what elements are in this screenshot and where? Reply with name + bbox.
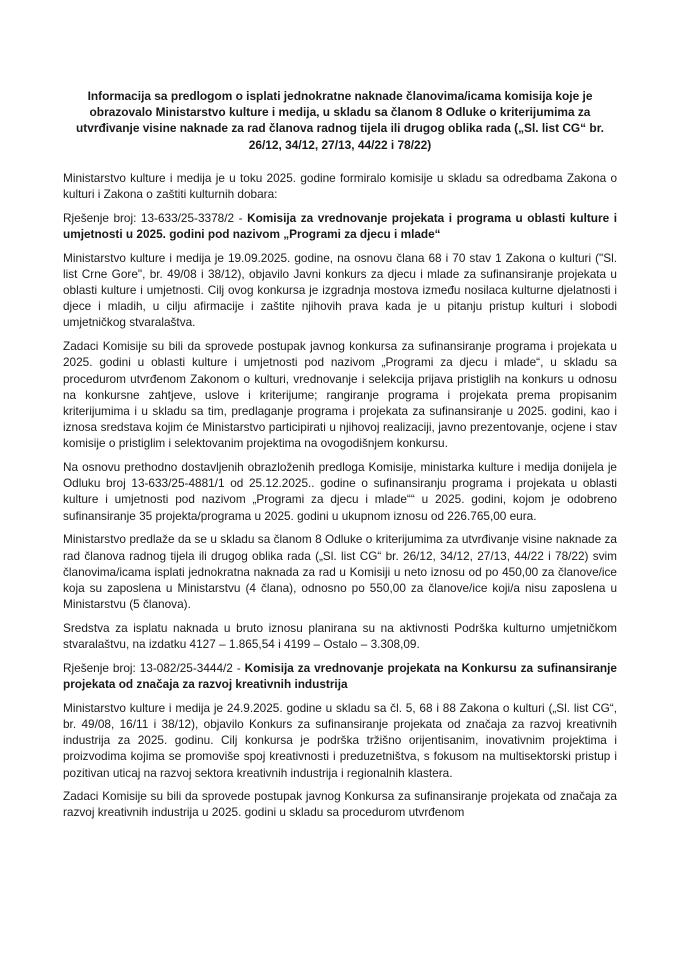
document-title: Informacija sa predlogom o isplati jednokratne naknade članovima/icama komisija koje je obrazovalo Ministarstvo kulture i medija, u skladu sa članom 8 Odluke o kriterijumima za utvrđivanje visine naknade za rad članova radnog tijela ili drugog oblika rada („Sl. list CG“ br. 26/12, 34/12, 27/13, 44/22 i 78/22) [76, 89, 604, 152]
commission-2-heading [63, 660, 617, 692]
paragraph: Ministarstvo predlaže da se u skladu sa članom 8 Odluke o kriterijumima za utvrđivanje visine naknade za rad članova radnog tijela ili drugog oblika rada („Sl. list CG“ br. 26/12, 34/12, 27/13, 44/22 i 78/22) svim članovima/icama isplati jednokratna naknada za rad u Komisiji u neto iznosu od po 450,00 za članove/ice koja su zaposlena u Ministarstvu (4 člana), odnosno po 550,00 za članove/ice koji/a nisu zaposlena u Ministarstvu (5 članova). [63, 532, 617, 612]
commission-1-heading [63, 210, 617, 242]
paragraph: Zadaci Komisije su bili da sprovede postupak javnog Konkursa za sufinansiranje projekata od značaja za razvoj kreativnih industrija u 2025. godini u skladu sa procedurom utvrđenom [63, 789, 617, 820]
paragraph: Na osnovu prethodno dostavljenih obrazloženih predloga Komisije, ministarka kulture i medija donijela je Odluku broj 13-633/25-4881/1 od 25.12.2025.. godine o sufinansiranju programa i projekata u oblasti kulture i umjetnosti pod nazivom „Programi za djecu i mlade““ u 2025. godini, kojom je odobreno sufinansiranje 35 projekta/programa u 2025. godini u ukupnom iznosu od 226.765,00 eura. [63, 460, 617, 523]
paragraph: Sredstva za isplatu naknada u bruto iznosu planirana su na aktivnosti Podrška kulturno umjetničkom stvaralaštvu, na izdatku 4127 – 1.865,54 i 4199 – Ostalo – 3.308,09. [63, 620, 617, 652]
commission-name: Komisija za vrednovanje projekata i programa u oblasti kulture i umjetnosti u 2025. godini pod nazivom „Programi za djecu i mlade“ [63, 210, 617, 241]
paragraph: Ministarstvo kulture i medija je 19.09.2025. godine, na osnovu člana 68 i 70 stav 1 Zakona o kulturi ("Sl. list Crne Gore", br. 49/08 i 38/12), objavilo Javni konkurs za djecu i mlade za sufinansiranje projekata u oblasti kulture i umjetnosti. Cilj ovog konkursa je izgradnja mostova između nosilaca kulturne djelatnosti i djece i mladih, u cilju afirmacije i zaštite njihovih prava kada je u pitanju pristup kulturi i slobodi umjetničkog stvaralaštva. [63, 250, 617, 330]
decision-number: Rješenje broj: 13-082/25-3444/2 - [63, 660, 245, 675]
document-page [63, 88, 617, 828]
decision-number: Rješenje broj: 13-633/25-3378/2 - [63, 210, 248, 225]
intro-paragraph: Ministarstvo kulture i medija je u toku 2025. godine formiralo komisije u skladu sa odredbama Zakona o kulturi i Zakona o zaštiti kulturnih dobara: [63, 170, 617, 202]
paragraph: Zadaci Komisije su bili da sprovede postupak javnog konkursa za sufinansiranje programa i projekata u 2025. godini u oblasti kulture i umjetnosti pod nazivom „Programi za djecu i mlade“, u skladu sa procedurom utvrđenom Zakonom o kulturi, vrednovanje i selekcija prijava pristiglih na konkurs u odnosu na konkursne zahtjeve, uslove i kriterijume; rangiranje programa i projekata prema propisanim kriterijumima i u skladu sa tim, predlaganje programa i projekata za sufinansiranje u 2025. godini, kao i iznosa sredstava kojim će Ministarstvo participirati u njihovoj realizaciji, javno prezentovanje, ocjene i stav komisije o pristiglim i selektovanim projektima na ovogodišnjem konkursu. [63, 339, 617, 451]
paragraph: Ministarstvo kulture i medija je 24.9.2025. godine u skladu sa čl. 5, 68 i 88 Zakona o kulturi („Sl. list CG“, br. 49/08, 16/11 i 38/12), objavilo Konkurs za sufinansiranje projekata od značaja za razvoj kreativnih industrija za 2025. godinu. Cilj konkursa je podrška tržišno orijentisanim, inovativnim projektima i proizvodima kojima se promoviše spoj kreativnosti i preduzetništva, s fokusom na multisektorski pristup i pozitivan uticaj na razvoj sektora kreativnih industrija i regionalnih klastera. [63, 700, 617, 780]
commission-name: Komisija za vrednovanje projekata na Konkursu za sufinansiranje projekata od značaja za razvoj kreativnih industrija [63, 660, 617, 691]
